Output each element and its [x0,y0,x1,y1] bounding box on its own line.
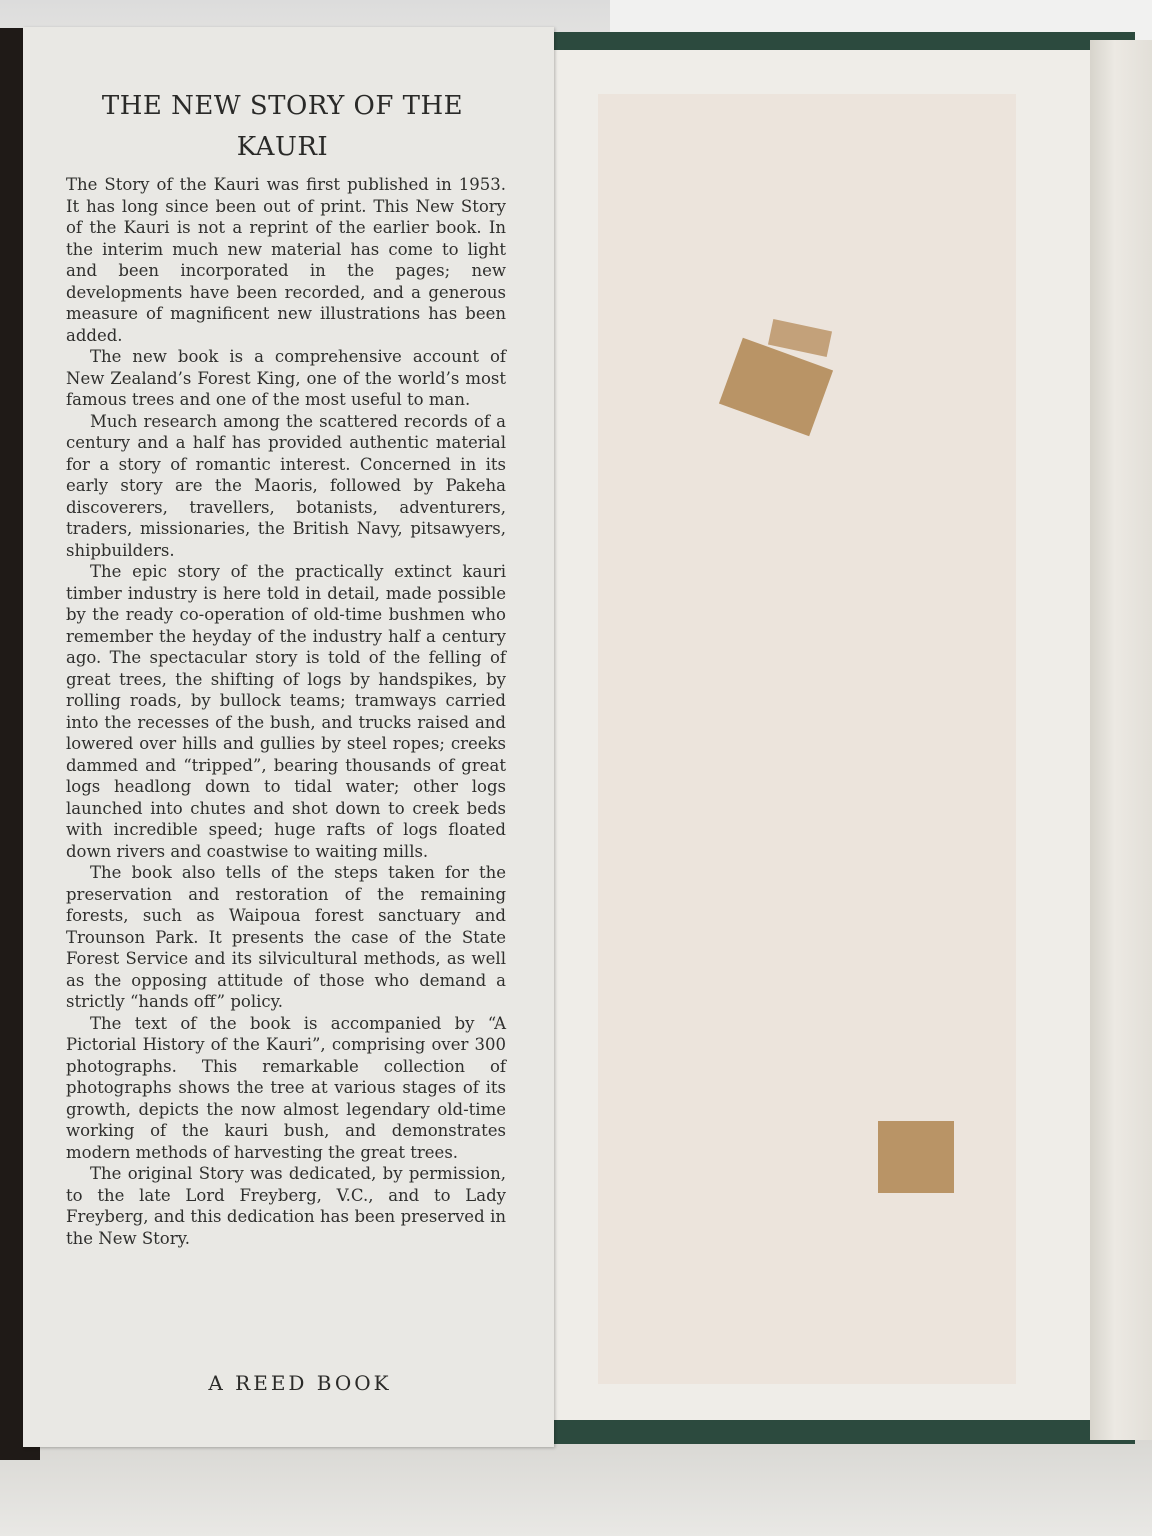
flap-blurb [66,174,506,1249]
flap-title: THE NEW STORY OF THE KAURI [101,91,464,162]
blurb-paragraph-1: The Story of the Kauri was first published in 1953. It has long since been out of print. This New Story of the Kauri is not a reprint of the earlier book. In the interim much new material has come to light and been incorporated in the pages; new developments have been recorded, and a generous measure of magnificent new illustrations has been added. [66,175,506,345]
blurb-paragraph-2: The new book is a comprehensive account of New Zealand’s Forest King, one of the world’s most famous trees and one of the most useful to man. [66,347,506,409]
text-block-edge [1090,40,1152,1440]
publisher-imprint: A REED BOOK [208,1371,392,1395]
blurb-paragraph-5: The book also tells of the steps taken for the preservation and restoration of the remaining forests, such as Waipoua forest sanctuary and Trounson Park. It presents the case of the State Forest Service and its silvicultural methods, as well as the opposing attitude of those who demand a strictly “hands off” policy. [66,863,506,1011]
table-surface [0,1440,1152,1536]
blurb-paragraph-3: Much research among the scattered records of a century and a half has provided authentic material for a story of romantic interest. Concerned in its early story are the Maoris, followed by Pakeha discoverers, travellers, botanists, adventurers, traders, missionaries, the British Navy, pitsawyers, shipbuilders. [66,411,506,560]
tape-stain-lower [878,1121,954,1193]
blurb-paragraph-7: The original Story was dedicated, by permission, to the late Lord Freyberg, V.C., and to Lady Freyberg, and this dedication has been preserved in the New Story. [66,1164,506,1248]
blurb-paragraph-6: The text of the book is accompanied by “A Pictorial History of the Kauri”, comprising over 300 photographs. This remarkable collection of photographs shows the tree at various stages of its growth, depicts the now almost legendary old-time working of the kauri bush, and demonstrates modern methods of harvesting the great trees. [66,1013,506,1162]
blurb-paragraph-4: The epic story of the practically extinct kauri timber industry is here told in detail, made possible by the ready co-operation of old-time bushmen who remember the heyday of the industry half a century ago. The spectacular story is told of the felling of great trees, the shifting of logs by handspikes, by rolling roads, by bullock teams; tramways carried into the recesses of the bush, and trucks raised and lowered over hills and gullies by steel ropes; creeks dammed and “tripped”, bearing thousands of great logs headlong down to tidal water; other logs launched into chutes and shot down to creek beds with incredible speed; huge rafts of logs floated down rivers and coastwise to waiting mills. [66,562,506,861]
